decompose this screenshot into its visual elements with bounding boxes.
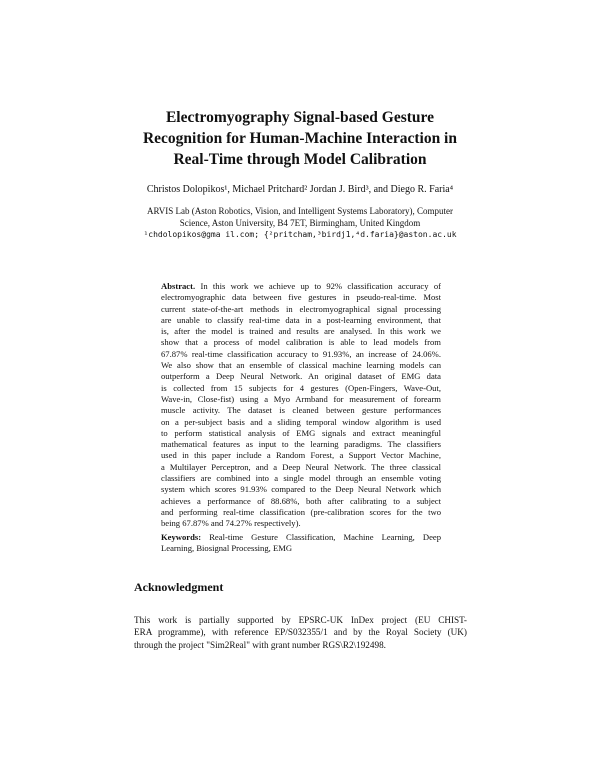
title-line-2: Recognition for Human-Machine Interaction in — [142, 130, 457, 147]
abstract-line: and performing real-time classification (pre-calibration scores for the two — [161, 506, 441, 517]
abstract-line: used in this paper include a Random Forest, a Support Vector Machine, — [161, 450, 441, 461]
abstract-label: Abstract. — [161, 281, 196, 291]
abstract-line: being 67.87% and 74.27% respectively). — [161, 518, 301, 529]
acknowledgment-line: through the project "Sim2Real" with grant number RGS\R2\192498. — [134, 639, 386, 650]
abstract-line: Wave-in, Close-fist) using a Myo Armband for measurement of forearm — [161, 393, 441, 404]
abstract-line: is, after the model is trained and results are analysed. In this work we — [161, 326, 441, 337]
title-line-3: Real-Time through Model Calibration — [173, 151, 427, 168]
abstract-line: system which scores 91.93% compared to the Deep Neural Network which — [161, 484, 441, 495]
affiliation-block — [70, 205, 530, 241]
abstract-line: electromyographic data between five gestures in pseudo-real-time. Most — [161, 292, 441, 303]
keywords-line-1-text: Real-time Gesture Classification, Machine Learning, Deep — [209, 532, 441, 542]
keywords-label: Keywords: — [161, 532, 202, 542]
abstract-line: current state-of-the-art methods in electromyographical signal processing — [161, 303, 441, 314]
acknowledgment-line: ERA programme), with reference EP/S032355/1 and by the Royal Society (UK) — [134, 627, 467, 638]
abstract-line: on a per-subject basis and a sliding temporal window algorithm is used — [161, 416, 441, 427]
authors-line: Christos Dolopikos¹, Michael Pritchard² Jordan J. Bird³, and Diego R. Faria⁴ — [146, 184, 454, 195]
paper-title — [90, 107, 510, 170]
title-line-1: Electromyography Signal-based Gesture — [165, 109, 435, 126]
abstract-line: We also show that an ensemble of classical machine learning models can — [161, 360, 441, 371]
acknowledgment-body — [134, 614, 467, 651]
abstract-line: muscle activity. The dataset is cleaned between gesture performances — [161, 405, 441, 416]
abstract-line: is collected from 15 subjects for 4 gestures (Open-Fingers, Wave-Out, — [161, 382, 441, 393]
abstract-line: outperform a Deep Neural Network. An original dataset of EMG data — [161, 371, 441, 382]
abstract-line: 67.87% real-time classification accuracy to 91.93%, an increase of 24.06%. — [161, 348, 441, 359]
affiliation-line-2: Science, Aston University, B4 7ET, Birmingham, United Kingdom — [179, 218, 421, 228]
abstract-line: are unable to classify real-time data in a post-learning environment, that — [161, 314, 441, 325]
abstract-line: achieves a performance of 88.68%, both after calibrating to a subject — [161, 495, 441, 506]
keywords-section — [161, 532, 441, 555]
author-emails: ¹chdolopikos@gma il.com; {²pritcham,³birdj1,⁴d.faria}@aston.ac.uk — [143, 230, 457, 239]
abstract-line: to perform statistical analysis of EMG signals and extract meaningful — [161, 427, 441, 438]
author-list — [60, 183, 540, 196]
abstract-line-1-text: In this work we achieve up to 92% classification accuracy of — [200, 281, 441, 291]
keywords-line-1 — [161, 532, 441, 543]
abstract-line: a Multilayer Perceptron, and a Deep Neural Network. The three classical — [161, 461, 441, 472]
affiliation-line-1: ARVIS Lab (Aston Robotics, Vision, and Intelligent Systems Laboratory), Computer — [146, 206, 454, 216]
acknowledgment-line: This work is partially supported by EPSRC-UK InDex project (EU CHIST- — [134, 615, 467, 625]
abstract-line: show that a process of model calibration is able to lead models from — [161, 337, 441, 348]
abstract-line-1 — [161, 281, 441, 292]
abstract-section — [161, 281, 441, 530]
abstract-line: mathematical features as input to the learning paradigms. The classifiers — [161, 439, 441, 450]
acknowledgment-heading: Acknowledgment — [134, 580, 224, 594]
keywords-line-2: Learning, Biosignal Processing, EMG — [161, 543, 293, 554]
abstract-line: classifiers are combined into a single model through an ensemble voting — [161, 473, 441, 484]
